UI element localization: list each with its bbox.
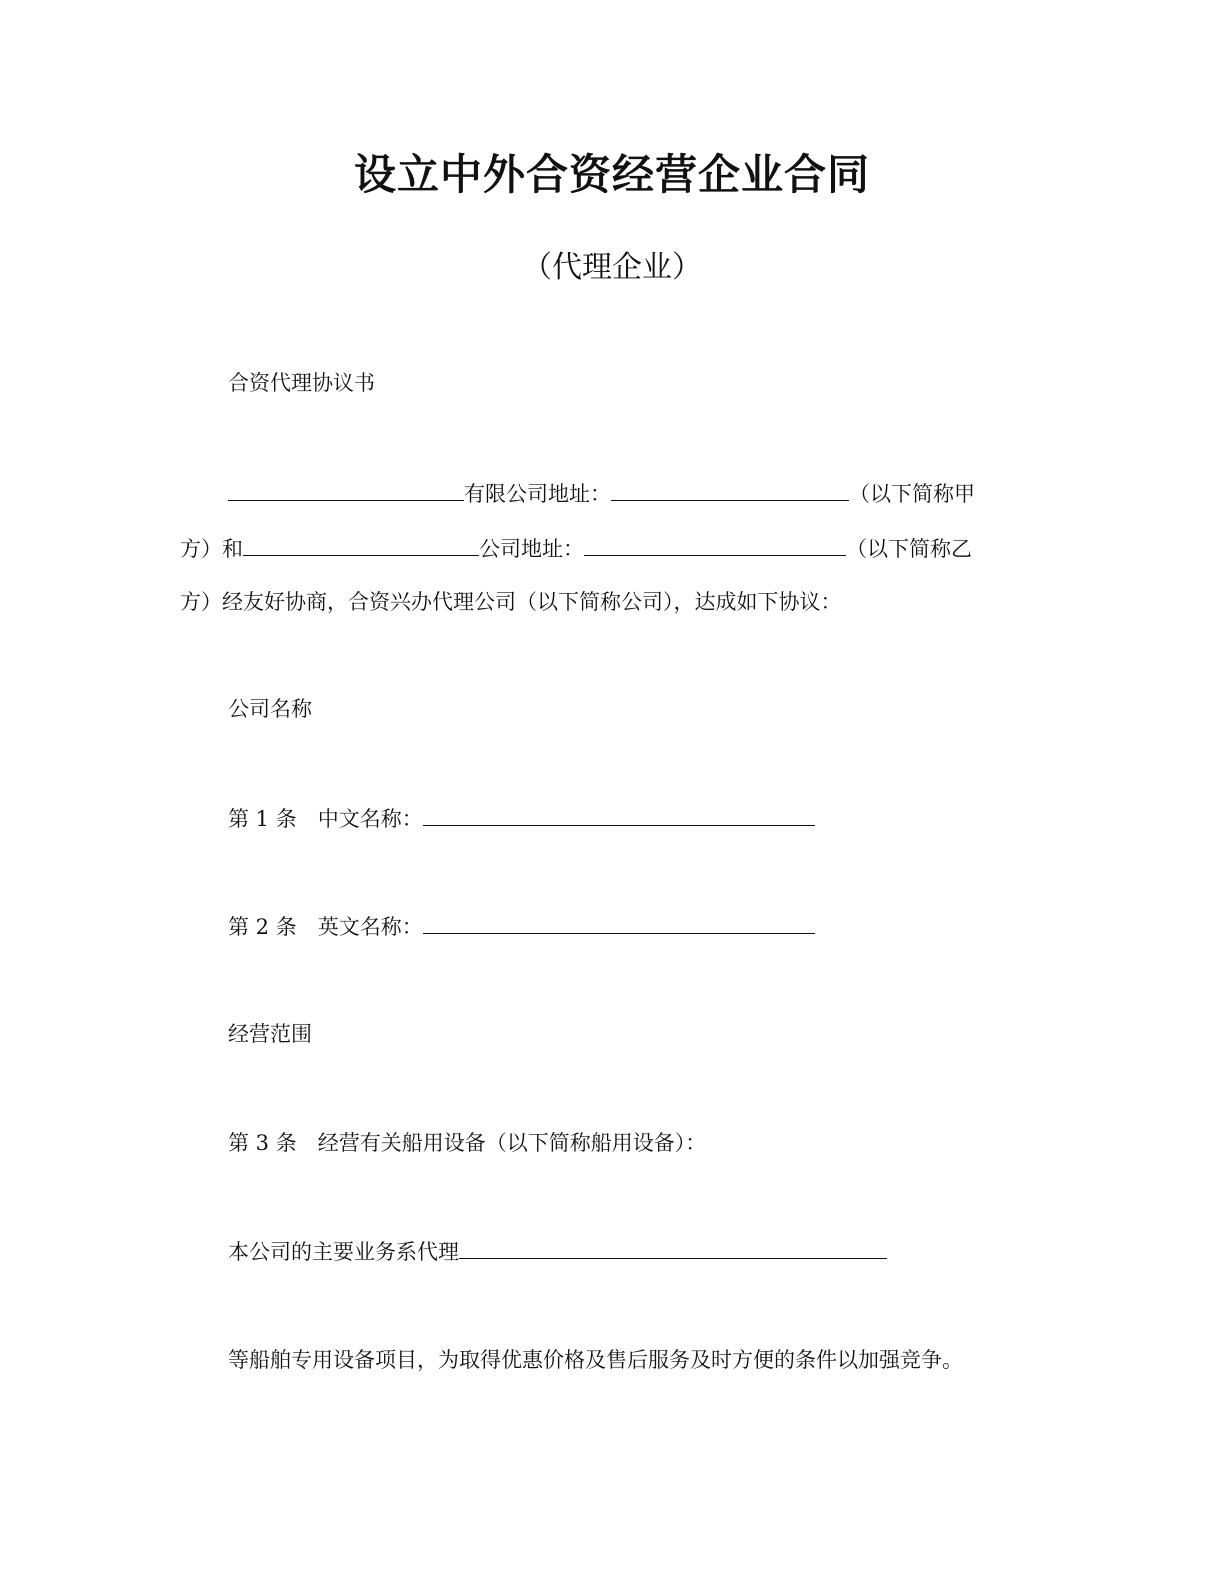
party-b-address-blank[interactable] <box>584 533 846 556</box>
article-2 <box>228 911 815 942</box>
article-3: 第 3 条 经营有关船用设备（以下简称船用设备）： <box>228 1131 707 1155</box>
main-business-blank[interactable] <box>459 1236 887 1259</box>
parties-line-2 <box>180 533 972 564</box>
main-business-text: 本公司的主要业务系代理 <box>228 1240 459 1264</box>
party-a-address-blank[interactable] <box>611 478 849 501</box>
equipment-text: 等船舶专用设备项目，为取得优惠价格及售后服务及时方便的条件以加强竞争。 <box>228 1348 963 1372</box>
party-a-name-blank[interactable] <box>228 478 464 501</box>
parties-line-1 <box>228 478 975 509</box>
party-a-abbrev-text: （以下简称甲 <box>849 482 975 506</box>
party-b-name-blank[interactable] <box>243 533 479 556</box>
section-business-scope: 经营范围 <box>228 1022 312 1046</box>
article-2-label: 第 2 条 英文名称： <box>228 915 423 939</box>
article-1-label: 第 1 条 中文名称： <box>228 807 423 831</box>
party-connector-text: 方）和 <box>180 537 243 561</box>
parties-line-3: 方）经友好协商，合资兴办代理公司（以下简称公司），达成如下协议： <box>180 590 842 614</box>
section-company-name: 公司名称 <box>228 697 312 721</box>
party-b-abbrev-text: （以下简称乙 <box>846 537 972 561</box>
document-title: 设立中外合资经营企业合同 <box>353 150 870 199</box>
document-subtitle: （代理企业） <box>522 250 702 285</box>
party-a-address-label: 有限公司地址： <box>464 482 611 506</box>
chinese-name-blank[interactable] <box>423 803 815 826</box>
agreement-heading: 合资代理协议书 <box>228 371 375 395</box>
article-1 <box>228 803 815 834</box>
english-name-blank[interactable] <box>423 911 815 934</box>
party-b-address-label: 公司地址： <box>479 537 584 561</box>
main-business-line <box>228 1236 887 1267</box>
